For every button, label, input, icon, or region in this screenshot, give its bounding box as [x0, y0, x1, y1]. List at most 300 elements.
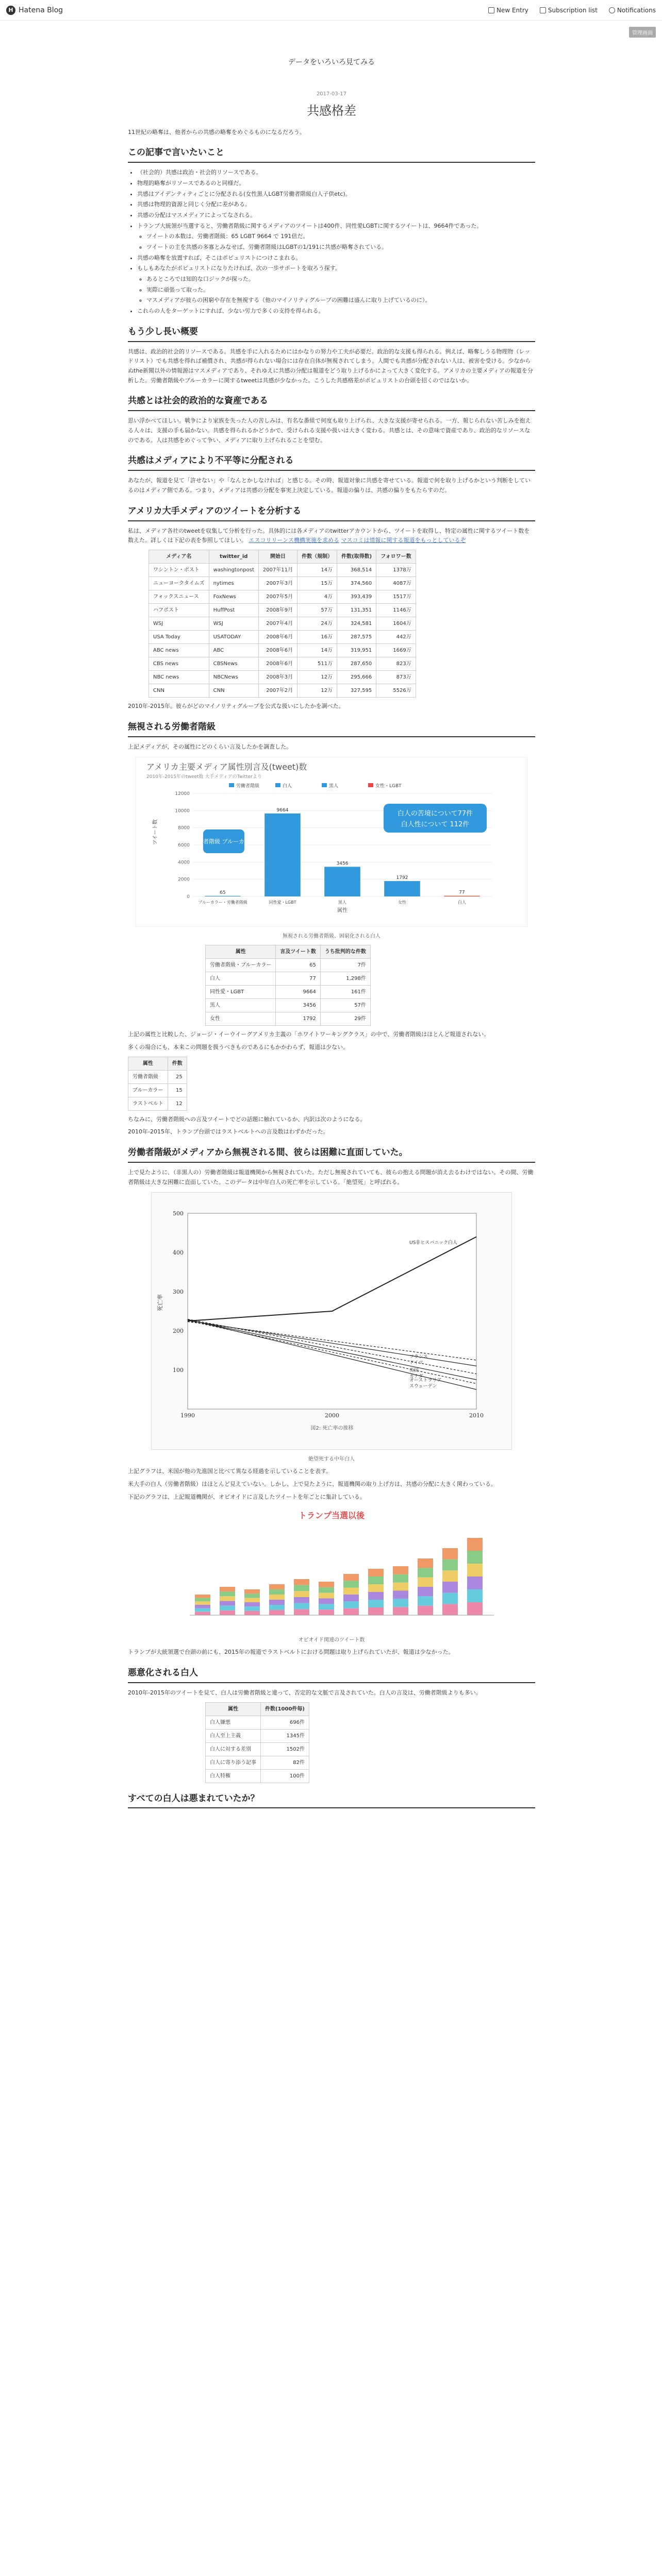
table-row: [149, 670, 416, 684]
paragraph: トランプが大統領選で台頭の前にも、2015年の報道でラストベルトにおける問題は取り上げられていたが、報道は少なかった。: [128, 1649, 454, 1656]
mention-bar-chart: [136, 757, 527, 927]
bar-segment: [269, 1605, 285, 1610]
table-cell: 2007年2月: [258, 684, 297, 697]
table-row: [206, 1716, 309, 1729]
bar-segment: [294, 1597, 309, 1603]
table-cell: NBCNews: [209, 670, 258, 684]
table-cell: 393,439: [337, 590, 376, 603]
table-cell: 82件: [261, 1756, 309, 1769]
paragraph-text: 私は、メディア各社のtweetを収集して分析を行った。具体的には各メディアのtwitterアカウントから、ツイートを取得し、特定の属性に関するツイート数を数えた。詳しくは下記の表を参照してほしい。: [128, 527, 530, 544]
bar-segment: [244, 1607, 260, 1611]
bar-segment: [467, 1589, 483, 1602]
annotation-text: 労働者階級 ブルーカラー: [192, 838, 256, 845]
table-cell: 白人至上主義: [206, 1729, 261, 1742]
table-cell: 1604万: [376, 617, 416, 630]
annotation-text: 白人の苦境について77件: [397, 810, 473, 818]
table-cell: HuffPost: [209, 603, 258, 617]
paragraph: 多くの場合にも、本来この問題を扱うべきものであるにもかかわらず、報道は少ない。: [128, 1043, 349, 1050]
section-heading: もう少し長い概要: [128, 325, 535, 342]
section-heading: アメリカ大手メディアのツイートを分析する: [128, 504, 535, 521]
table-cell: WSJ: [149, 617, 209, 630]
white-table: [205, 1702, 309, 1783]
table-cell: 12万: [297, 684, 337, 697]
bar-segment: [418, 1558, 433, 1568]
table-cell: 1146万: [376, 603, 416, 617]
table-cell: 同性愛・LGBT: [206, 986, 276, 999]
x-tick-label: 白人: [458, 900, 466, 905]
table-cell: NBC news: [149, 670, 209, 684]
bar-segment: [368, 1600, 384, 1607]
bar-segment: [220, 1591, 235, 1596]
table-cell: 25: [168, 1070, 187, 1083]
table-cell: 12: [168, 1097, 187, 1110]
x-tick-label: 女性: [398, 900, 406, 905]
data-label: 9664: [276, 808, 289, 814]
bar-segment: [393, 1599, 408, 1607]
y-tick-label: 200: [173, 1328, 184, 1335]
table-cell: 324,581: [337, 617, 376, 630]
y-axis-label: ツイート数: [153, 819, 158, 845]
table-cell: USA Today: [149, 630, 209, 643]
y-tick-label: 400: [173, 1249, 184, 1257]
bar-segment: [467, 1538, 483, 1551]
bar-segment: [467, 1602, 483, 1615]
bar-segment: [343, 1608, 359, 1615]
bar-segment: [467, 1577, 483, 1589]
bell-icon: [609, 7, 615, 13]
series-label: 英国: [409, 1368, 419, 1374]
table-header: フォロワー数: [376, 550, 416, 563]
inline-link[interactable]: マスコミは情報に関する報道をもっとしているぞ: [341, 537, 466, 544]
table-cell: 1502件: [261, 1742, 309, 1756]
bar-segment: [343, 1574, 359, 1581]
legend-label: 労働者階級: [236, 784, 260, 789]
table-cell: 1,298件: [320, 972, 370, 986]
table-cell: 2007年5月: [258, 590, 297, 603]
table-header: 開始日: [258, 550, 297, 563]
table-cell: 287,650: [337, 657, 376, 670]
pencil-icon: [488, 7, 494, 13]
bar-segment: [343, 1595, 359, 1601]
series-label: US非ヒスパニック白人: [409, 1240, 457, 1246]
blog-title[interactable]: データをいろいろ見てみる: [288, 58, 375, 66]
list-item-text: 物理的略奪がリソースであるのと同様だ。: [137, 179, 245, 187]
table-cell: 511万: [297, 657, 337, 670]
list-item: ◦ ツイートの主を共感の多寡とみなせば、労働者階級はLGBTの1/191に共感が略奪されている。: [146, 243, 535, 252]
table-cell: ニューヨークタイムズ: [149, 577, 209, 590]
bar-segment: [368, 1584, 384, 1592]
paragraph: ちなみに、労働者階級への言及ツイートでどの話題に触れているか、内訳は次のようになる。: [128, 1115, 366, 1123]
bar-segment: [294, 1591, 309, 1598]
data-label: 3456: [336, 861, 349, 867]
table-cell: 白人に寄り添う記事: [206, 1756, 261, 1769]
table-cell: 労働者階級: [128, 1070, 168, 1083]
legend-label: 黒人: [329, 784, 339, 789]
y-tick-label: 100: [173, 1367, 184, 1374]
table-cell: 287,575: [337, 630, 376, 643]
table-row: [206, 1742, 309, 1756]
y-tick-label: 0: [187, 894, 190, 900]
table-cell: 327,595: [337, 684, 376, 697]
table-header: 件数(取得数): [337, 550, 376, 563]
table-row: [128, 1083, 187, 1097]
section-heading: 共感はメディアにより不平等に分配される: [128, 453, 535, 471]
table-cell: 白人: [206, 972, 276, 986]
table-row: [128, 1070, 187, 1083]
legend-swatch: [229, 783, 234, 787]
table-cell: 1378万: [376, 563, 416, 577]
bar-segment: [244, 1598, 260, 1602]
bar-segment: [418, 1578, 433, 1587]
list-item: • 共感はアイデンティティごとに分配される(女性黒人LGBT労働者階級白人子供etc)。: [137, 190, 535, 199]
table-cell: 873万: [376, 670, 416, 684]
bar-segment: [220, 1587, 235, 1591]
table-cell: フォックスニュース: [149, 590, 209, 603]
table-cell: 2008年6月: [258, 643, 297, 657]
table-cell: 57件: [320, 999, 370, 1012]
media-table: [148, 550, 416, 698]
paragraph: [128, 527, 535, 546]
table-cell: 442万: [376, 630, 416, 643]
table-cell: 1792: [276, 1012, 321, 1026]
bar: [264, 814, 301, 896]
table-row: [149, 630, 416, 643]
bar-segment: [294, 1603, 309, 1609]
bar-segment: [269, 1595, 285, 1600]
table-cell: 2008年6月: [258, 630, 297, 643]
inline-link[interactable]: エスコリリーンス機構実施を求める: [249, 537, 339, 544]
x-axis-label: 属性: [337, 908, 347, 914]
list-item-text: もしもあなたがポピュリストになりたければ、次の一歩サポートを取ろう探す。: [137, 265, 341, 272]
paragraph: 上で見たように、（非黒人の）労働者階級は報道機関から無視されていた。ただし無視されていても、彼らの抱える問題が消え去るわけではない。その間、労働者階級は大きな困難に直面していた。このデータは中年白人の死亡率を示している。「絶望死」と呼ばれる。: [128, 1168, 534, 1185]
new-entry-label: New Entry: [496, 6, 528, 14]
list-item: • これらの人をターゲットにすれば、少ない労力で多くの支持を得られる。: [137, 307, 535, 316]
table-cell: USATODAY: [209, 630, 258, 643]
bar-segment: [195, 1595, 210, 1598]
annotation-text: 白人性について 112件: [401, 821, 470, 829]
table-cell: 2007年11月: [258, 563, 297, 577]
bar-segment: [269, 1600, 285, 1605]
table-cell: 368,514: [337, 563, 376, 577]
bar-segment: [220, 1601, 235, 1606]
article-date[interactable]: 2017-03-17: [316, 91, 347, 97]
top-bar: [0, 0, 662, 21]
paragraph: 2010年-2015年、トランプ台頭ではラストベルトへの言及数はわずかだった。: [128, 1128, 329, 1136]
article-container: [128, 57, 535, 1814]
table-cell: 1345件: [261, 1729, 309, 1742]
bar-segment: [368, 1569, 384, 1577]
notifications-label: Notifications: [617, 6, 656, 14]
bar-segment: [319, 1582, 334, 1587]
table-cell: 4万: [297, 590, 337, 603]
y-tick-label: 2000: [178, 877, 190, 883]
table-row: [206, 1756, 309, 1769]
hatena-icon: H: [6, 6, 15, 15]
table-cell: 65: [276, 959, 321, 972]
table-cell: 白人特権: [206, 1769, 261, 1783]
list-item: • 共感の略奪を放置すれば、そこはポピュリストにつけこまれる。: [137, 253, 535, 263]
bar-segment: [442, 1593, 458, 1604]
table-cell: 57万: [297, 603, 337, 617]
chart-title: トランプ当選以後: [298, 1511, 365, 1521]
table-row: [206, 1729, 309, 1742]
bar-segment: [319, 1609, 334, 1615]
graph-caption: 絶望死する中年白人: [308, 1456, 355, 1463]
legend-swatch: [322, 783, 327, 787]
legend-swatch: [368, 783, 373, 787]
y-tick-label: 12000: [175, 791, 190, 797]
table-row: [206, 1012, 371, 1026]
list-icon: [540, 7, 546, 13]
table-cell: 29件: [320, 1012, 370, 1026]
section-heading: この記事で言いたいこと: [128, 145, 535, 163]
table-row: [149, 684, 416, 697]
mortality-svg: [152, 1193, 512, 1450]
bar-segment: [343, 1588, 359, 1595]
list-item: ◦ 実際に頑張って取った。: [146, 285, 535, 295]
bar-segment: [393, 1591, 408, 1599]
y-tick-label: 4000: [178, 860, 190, 866]
bar-segment: [269, 1610, 285, 1615]
bar-segment: [442, 1560, 458, 1571]
attribute-table: [205, 945, 371, 1026]
table-cell: 823万: [376, 657, 416, 670]
paragraph: 思い浮かべてほしい。戦争により家族を失った人の苦しみは、有名な番組で何度も取り上げられ、大きな支援が寄せられる。一方、報じられない苦しみを抱える人々は、支援の手も届かない。共感を得られるかどうかで、受けられる支援や扱いは大きく変わる。共感とは、その意味で資産であり、政治的なリソースなのである。人は共感をめぐって争い、メディアに取り上げられることを望む。: [128, 417, 531, 444]
table-header: メディア名: [149, 550, 209, 563]
table-cell: 9664: [276, 986, 321, 999]
table-row: [149, 590, 416, 603]
table-note: 2010年-2015年。彼らがどのマイノリティグループを公式な扱いにしたかを調べた。: [128, 702, 344, 709]
table-row: [149, 643, 416, 657]
table-header: 言及ツイート数: [276, 945, 321, 959]
chart-subtitle: 2010年-2015年のtweet数 大手メディアのTwitterより: [146, 774, 262, 780]
bar-segment: [418, 1568, 433, 1578]
section-heading: すべての白人は悪まれていたか？: [128, 1791, 535, 1809]
series-label: フランス: [409, 1354, 428, 1360]
table-cell: washingtonpost: [209, 563, 258, 577]
summary-list: [137, 168, 535, 316]
article-intro: 11世紀の略奪は、他者からの共感の略奪をめぐるものになるだろう。: [128, 128, 305, 135]
bar-segment: [393, 1583, 408, 1591]
section-heading: 無視される労働者階級: [128, 720, 535, 737]
table-cell: 15万: [297, 577, 337, 590]
table-row: [149, 617, 416, 630]
table-cell: 14万: [297, 563, 337, 577]
graph-note: 図2: 死亡率の推移: [310, 1426, 354, 1432]
table-cell: 5526万: [376, 684, 416, 697]
bar-segment: [343, 1602, 359, 1608]
table-cell: 黒人: [206, 999, 276, 1012]
table-cell: 16万: [297, 630, 337, 643]
table-row: [149, 577, 416, 590]
legend-label: 白人: [283, 784, 292, 789]
bar-segment: [393, 1574, 408, 1583]
table-cell: 100件: [261, 1769, 309, 1783]
table-cell: 319,951: [337, 643, 376, 657]
list-item: ◦ あるところでは知的な口ジックが探った。: [146, 275, 535, 284]
paragraph: 2010年-2015年のツイートを見て、白人は労働者階級と違って、否定的な文脈で言及されていた。白人の言及は、労働者階級よりも多い。: [128, 1689, 482, 1696]
bar-segment: [442, 1571, 458, 1582]
mortality-graph: [151, 1192, 512, 1450]
table-cell: 1669万: [376, 643, 416, 657]
table-cell: 1517万: [376, 590, 416, 603]
section-heading: 悪意化される白人: [128, 1666, 535, 1683]
table-cell: ABC: [209, 643, 258, 657]
list-item: [137, 179, 535, 189]
chart-caption: 無視される労働者階級、困窮化される白人: [283, 934, 380, 940]
table-cell: 女性: [206, 1012, 276, 1026]
table-cell: CNN: [149, 684, 209, 697]
list-item-text: トランプ大統領が当選すると、労働者階級に関するメディアのツイートは400件、同性愛LGBTに関するツイートは、9664件であった。: [137, 222, 483, 229]
brand-name: Hatena Blog: [19, 6, 63, 14]
bar-segment: [442, 1604, 458, 1616]
opioid-chart: [164, 1507, 499, 1631]
paragraph: 上記グラフは、米国が他の先進国と比べて異なる経過を示していることを表す。: [128, 1468, 332, 1475]
x-tick-label: 2010: [469, 1412, 484, 1419]
list-item: • 共感は物理的資源と同じく分配に差がある。: [137, 200, 535, 210]
table-cell: 白人に対する差別: [206, 1742, 261, 1756]
table-cell: 14万: [297, 643, 337, 657]
table-cell: 295,666: [337, 670, 376, 684]
table-cell: ハフポスト: [149, 603, 209, 617]
bar-segment: [467, 1551, 483, 1564]
y-axis-label: 死亡率: [157, 1294, 163, 1312]
bar-segment: [244, 1602, 260, 1606]
chart-title: アメリカ主要メディア属性別言及(tweet)数: [146, 762, 307, 772]
x-tick-label: 2000: [325, 1412, 339, 1419]
bar-chart-svg: [136, 757, 528, 927]
bar-segment: [195, 1605, 210, 1608]
table-cell: 131,351: [337, 603, 376, 617]
section-heading: 共感とは社会的政治的な資産である: [128, 394, 535, 411]
table-cell: 2007年4月: [258, 617, 297, 630]
table-cell: ラストベルト: [128, 1097, 168, 1110]
table-cell: 24万: [297, 617, 337, 630]
paragraph: あなたが、報道を見て「許せない」や「なんとかしなければ」と感じる。その時、報道対象に共感を寄せている。報道で何を取り上げるかという判断をしているのはメディア側である。つまり、メディアは共感の分配を事実上決定している。報道の偏りは、共感の偏りをもたらすのだ。: [128, 477, 531, 494]
y-tick-label: 500: [173, 1210, 184, 1217]
table-cell: 77: [276, 972, 321, 986]
list-item: ◦ ツイートの本数は、労働者階級：65 LGBT 9664 で 191倍だ。: [146, 232, 535, 242]
x-tick-label: 1990: [180, 1412, 195, 1419]
table-cell: CBS news: [149, 657, 209, 670]
series-label: ドイツ: [409, 1360, 423, 1366]
table-row: [206, 986, 371, 999]
table-cell: 12万: [297, 670, 337, 684]
table-row: [206, 999, 371, 1012]
table-cell: 2008年9月: [258, 603, 297, 617]
bar-segment: [195, 1608, 210, 1612]
notifications-link[interactable]: [609, 7, 656, 14]
bar-segment: [368, 1607, 384, 1615]
bar-segment: [294, 1585, 309, 1591]
table-cell: ABC news: [149, 643, 209, 657]
bar: [324, 867, 360, 897]
data-label: 1792: [396, 875, 408, 881]
bar-segment: [442, 1548, 458, 1560]
bar-segment: [393, 1607, 408, 1615]
legend-swatch: [275, 783, 280, 787]
bar-segment: [418, 1587, 433, 1596]
legend-label: 女性・LGBT: [375, 784, 402, 789]
table-header: 件数(1000件毎): [261, 1702, 309, 1716]
table-cell: ワシントン・ポスト: [149, 563, 209, 577]
table-row: [128, 1097, 187, 1110]
series-label: カナダ: [409, 1374, 423, 1380]
bar-segment: [294, 1579, 309, 1585]
paragraph: 上記の属性と比較した、ジョージ・イーウイーグアメリカ主義の「ホワイトワーキングクラス」の中で、労働者階級はほとんど報道されない。: [128, 1031, 490, 1038]
table-row: [149, 563, 416, 577]
table-cell: 161件: [320, 986, 370, 999]
new-entry-link[interactable]: [488, 7, 528, 14]
bar-segment: [467, 1564, 483, 1577]
bar-segment: [195, 1612, 210, 1616]
bar-segment: [418, 1597, 433, 1606]
series-label: スウェーデン: [409, 1384, 437, 1389]
bar-segment: [244, 1594, 260, 1598]
bar-segment: [195, 1598, 210, 1602]
table-header: 属性: [206, 945, 276, 959]
paragraph: 米大手の白人（労働者階級）はほとんど見えていない。しかし、上で見たように、報道機関の取り上げ方は、共感の分配に大きく関わっている。: [128, 1480, 496, 1487]
list-item: • （社会的）共感は政治・社会的リソースである。: [137, 168, 535, 178]
table-cell: 696件: [261, 1716, 309, 1729]
bar-segment: [319, 1587, 334, 1593]
opioid-svg: [164, 1507, 499, 1631]
list-item: [137, 264, 535, 306]
subscription-label: Subscription list: [548, 6, 598, 14]
bar-segment: [220, 1606, 235, 1611]
admin-button[interactable]: 管理画面: [629, 27, 656, 38]
list-item: ◦ マスメディアが彼らの困窮や存在を無視する（他のマイノリティグループの困難は盛んに取り上げているのに）。: [146, 296, 535, 306]
table-cell: 4087万: [376, 577, 416, 590]
table-row: [149, 603, 416, 617]
bar-segment: [195, 1602, 210, 1605]
bar-segment: [220, 1611, 235, 1615]
bar-segment: [220, 1597, 235, 1601]
table-cell: WSJ: [209, 617, 258, 630]
x-tick-label: 黒人: [338, 900, 346, 905]
topic-table: [128, 1057, 187, 1111]
table-header-row: [149, 550, 416, 563]
hatena-logo[interactable]: [6, 6, 63, 15]
chart-caption: オピオイド関連のツイート数: [298, 1637, 365, 1643]
paragraph: 上記メディアが、その属性にどのくらい言及したかを調査した。: [128, 743, 292, 750]
table-cell: 2008年6月: [258, 657, 297, 670]
table-cell: 374,560: [337, 577, 376, 590]
bar-segment: [269, 1589, 285, 1595]
subscription-link[interactable]: [540, 7, 598, 14]
bar-segment: [368, 1577, 384, 1584]
bar-segment: [319, 1599, 334, 1604]
paragraph: 下記のグラフは、上記報道機関が、オピオイドに言及したツイートを年ごとに集計している。: [128, 1493, 366, 1500]
y-tick-label: 300: [173, 1289, 184, 1296]
bar-segment: [368, 1592, 384, 1600]
table-cell: 7件: [320, 959, 370, 972]
table-row: [206, 972, 371, 986]
data-label: 77: [459, 890, 465, 895]
table-cell: 白人嫌悪: [206, 1716, 261, 1729]
bar-segment: [319, 1593, 334, 1599]
table-cell: nytimes: [209, 577, 258, 590]
article-title[interactable]: 共感格差: [307, 103, 356, 118]
bar-segment: [269, 1584, 285, 1589]
table-header: twitter_id: [209, 550, 258, 563]
list-item: • 共感の分配はマスメディアによってなされる。: [137, 211, 535, 221]
paragraph: 共感は、政治的社会的リソースである。共感を手に入れるためにはかなりの努力や工夫が必要だ。政治的な支援も得られる。例えば、略奪しうる物理物（レッドリスト）でも共感を得れば補償され、共感が得られない場合には存在自体が無視されてしまう。人間でも共感が分配されない人は、被害を受ける。少なからぬthe新聞以外の情報源はマスメディアであり、それゆえに共感の分配は報道をどう取り上げるかによって大きく変化する。アメリカの主要メディアの報道を分析した。労働者階級やブルーカラーに関するtweetは共感が少なかった。こうした共感格差がポピュリストの台頭を招くのではないか。: [128, 348, 533, 384]
table-header: 件数: [168, 1057, 187, 1070]
table-header: 属性: [206, 1702, 261, 1716]
table-cell: 2008年3月: [258, 670, 297, 684]
y-tick-label: 6000: [178, 843, 190, 849]
